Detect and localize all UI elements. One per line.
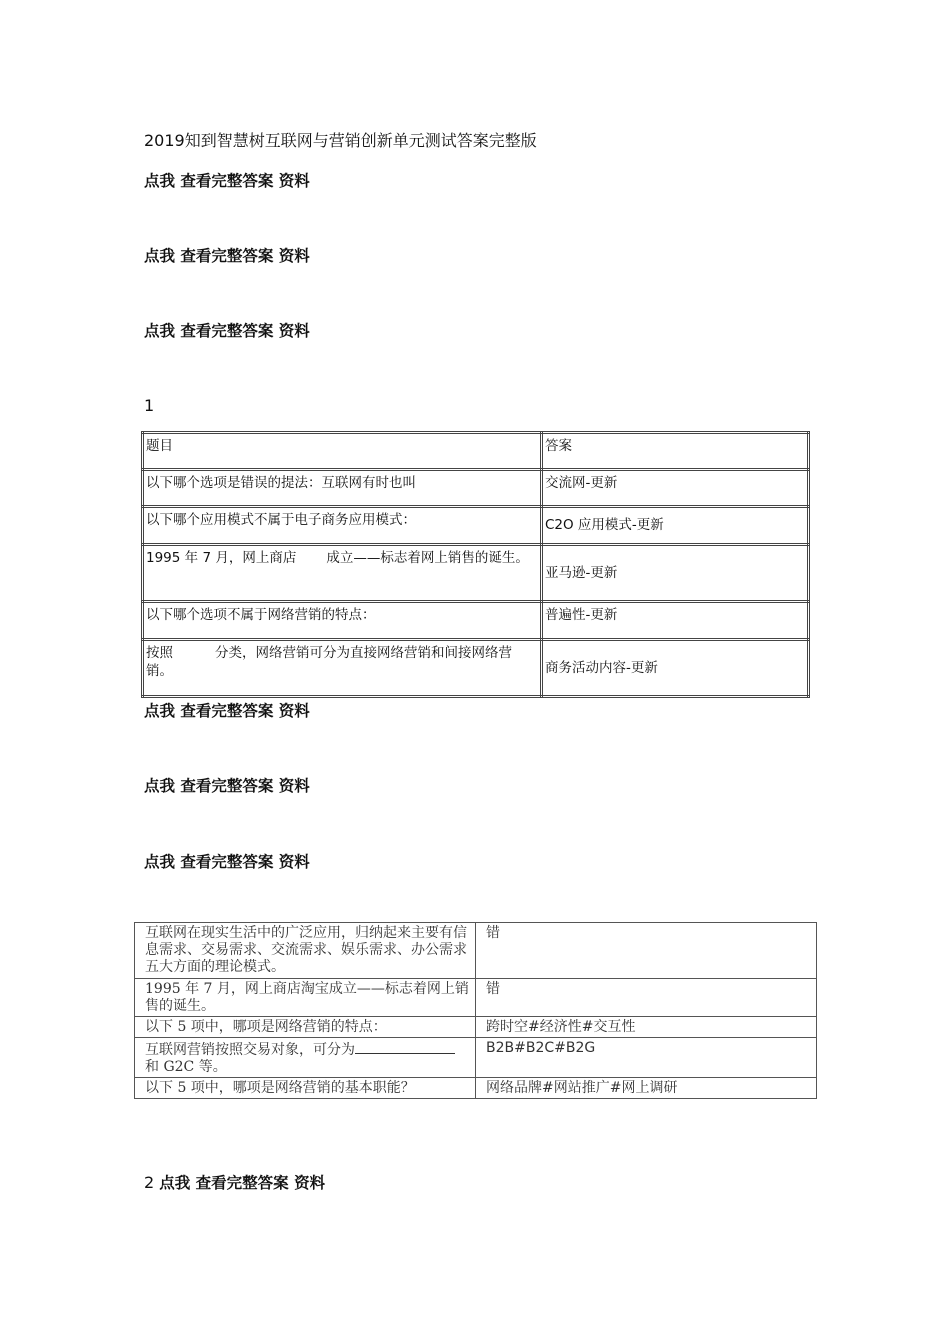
header-answer: 答案 (542, 433, 809, 470)
question-cell: 互联网在现实生活中的广泛应用，归纳起来主要有信息需求、交易需求、交流需求、娱乐需求、办公需求五大方面的理论模式。 (135, 923, 476, 979)
answer-cell: 交流网-更新 (542, 470, 809, 507)
question-cell (135, 1038, 476, 1078)
fill-blank (355, 1040, 455, 1054)
table-header-row (143, 433, 809, 470)
table-row (143, 640, 809, 697)
answer-cell: B2B#B2C#B2G (476, 1038, 817, 1078)
question-cell: 以下哪个应用模式不属于电子商务应用模式： (143, 507, 542, 545)
table-row (135, 1078, 817, 1099)
view-answers-link[interactable]: 点我 查看完整答案 资料 (144, 322, 310, 340)
question-part: 按照 (146, 645, 173, 661)
table-row (135, 1017, 817, 1038)
question-cell: 1995 年 7 月，网上商店淘宝成立——标志着网上销售的诞生。 (135, 979, 476, 1017)
unit-number: 1 (144, 396, 155, 415)
question-part: 成立——标志着网上销售的诞生。 (326, 550, 529, 566)
question-part: 分类，网络营销可分为直接网络营销和间接网络营销。 (146, 645, 512, 679)
header-question: 题目 (143, 433, 542, 470)
table-row (143, 507, 809, 545)
question-cell: 以下哪个选项不属于网络营销的特点： (143, 602, 542, 640)
question-part: 互联网营销按照交易对象，可分为 (145, 1042, 355, 1058)
answer-cell: 普遍性-更新 (542, 602, 809, 640)
answer-cell: 错 (476, 979, 817, 1017)
answer-cell: C2O 应用模式-更新 (542, 507, 809, 545)
table-row (135, 1038, 817, 1078)
answer-cell: 错 (476, 923, 817, 979)
answer-table-1 (141, 431, 810, 698)
question-cell (143, 640, 542, 697)
view-answers-link[interactable]: 点我 查看完整答案 资料 (144, 853, 310, 871)
table-row (135, 979, 817, 1017)
answer-cell: 亚马逊-更新 (542, 545, 809, 602)
answer-cell: 网络品牌#网站推广#网上调研 (476, 1078, 817, 1099)
view-answers-link[interactable]: 点我 查看完整答案 资料 (144, 777, 310, 795)
view-answers-link[interactable]: 点我 查看完整答案 资料 (144, 172, 310, 190)
document-title: 2019知到智慧树互联网与营销创新单元测试答案完整版 (144, 131, 537, 150)
answer-table-2 (134, 922, 817, 1099)
answer-cell: 跨时空#经济性#交互性 (476, 1017, 817, 1038)
view-answers-link[interactable]: 点我 查看完整答案 资料 (144, 702, 310, 720)
question-cell: 以下哪个选项是错误的提法：互联网有时也叫 (143, 470, 542, 507)
question-cell: 以下 5 项中，哪项是网络营销的基本职能？ (135, 1078, 476, 1099)
question-cell: 以下 5 项中，哪项是网络营销的特点： (135, 1017, 476, 1038)
question-part: 1995 年 7 月，网上商店 (146, 550, 297, 566)
table-row (143, 545, 809, 602)
view-answers-link[interactable]: 点我 查看完整答案 资料 (144, 247, 310, 265)
question-cell (143, 545, 542, 602)
answer-cell: 商务活动内容-更新 (542, 640, 809, 697)
view-answers-link[interactable]: 点我 查看完整答案 资料 (159, 1174, 326, 1192)
unit-2-heading (144, 1172, 325, 1194)
table-row (143, 470, 809, 507)
table-row (143, 602, 809, 640)
table-row (135, 923, 817, 979)
unit-number: 2 (144, 1173, 155, 1192)
question-part: 和 G2C 等。 (145, 1059, 227, 1075)
